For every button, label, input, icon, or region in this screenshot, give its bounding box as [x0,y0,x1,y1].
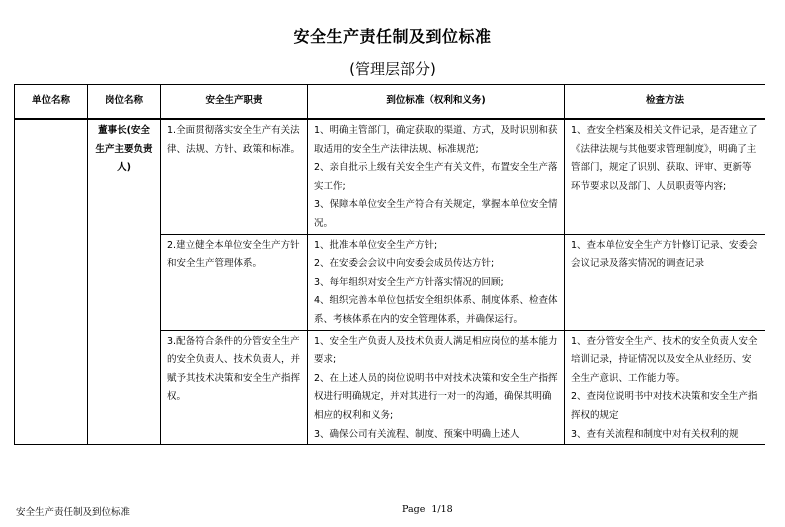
standard-item: 2、在安委会会议中向安委会成员传达方针; [314,258,495,270]
check-cell [565,234,766,330]
check-item: 3、查有关流程和制度中对有关权利的规 [571,428,739,440]
header-unit-name: 单位名称 [15,85,88,120]
standard-item: 2、在上述人员的岗位说明书中对技术决策和安全生产指挥权进行明确规定，并对其进行一对一的沟通，确保其明确相应的权利和义务; [314,372,558,421]
standard-item: 2、亲自批示上级有关安全生产有关文件，布置安全生产落实工作; [314,162,558,192]
standard-cell [308,119,565,234]
duty-cell: 1.全面贯彻落实安全生产有关法律、法规、方针、政策和标准。 [161,119,308,234]
duty-cell: 2.建立健全本单位安全生产方针和安全生产管理体系。 [161,234,308,330]
document-title: 安全生产责任制及到位标准 [293,27,492,46]
check-item: 1、查分管安全生产、技术的安全负责人安全培训记录，持证情况以及安全从业经历、安全生产意识、工作能力等。 [571,335,758,384]
duty-cell: 3.配备符合条件的分管安全生产的安全负责人、技术负责人，并赋予其技术决策和安全生产指挥权。 [161,330,308,445]
standard-cell [308,234,565,330]
document-subtitle: (管理层部分) [349,60,436,78]
header-post-name: 岗位名称 [88,85,161,120]
standard-item: 1、安全生产负责人及技术负责人满足相应岗位的基本能力要求; [314,335,558,366]
check-item: 2、查岗位说明书中对技术决策和安全生产指挥权的规定 [571,391,758,421]
footer-page-label: Page [402,504,426,515]
header-safety-duty: 安全生产职责 [161,85,308,120]
check-cell [565,119,766,234]
standard-item: 1、明确主管部门，确定获取的渠道、方式，及时识别和获取适用的安全生产法律法规、标准规范; [314,125,558,155]
check-item: 1、查本单位安全生产方针修订记录、安委会会议记录及落实情况的调查记录 [571,239,758,270]
post-name-cell: 董事长(安全生产主要负责人) [88,119,161,445]
table-row [15,119,766,234]
responsibility-table [14,84,765,445]
footer-page-number [402,504,453,515]
standard-item: 3、确保公司有关流程、制度、预案中明确上述人 [314,428,520,440]
header-check-method: 检查方法 [565,85,766,120]
check-cell [565,330,766,445]
unit-name-cell [15,119,88,445]
footer-page-value: 1/18 [431,504,453,515]
standard-item: 3、每年组织对安全生产方针落实情况的回顾; [314,276,504,288]
standard-item: 4、组织完善本单位包括安全组织体系、制度体系、检查体系、考核体系在内的安全管理体系，并确保运行。 [314,295,558,325]
standard-cell [308,330,565,445]
header-standard: 到位标准（权利和义务) [308,85,565,120]
standard-item: 3、保障本单位安全生产符合有关规定，掌握本单位安全情况。 [314,199,558,229]
standard-item: 1、批准本单位安全生产方针; [314,239,438,251]
table-header-row [15,85,766,120]
footer-document-name: 安全生产责任制及到位标准 [16,507,131,518]
check-item: 1、查安全档案及相关文件记录，是否建立了《法律法规与其他要求管理制度》，明确了主管部门，规定了识别、获取、评审、更新等环节要求以及部门、人员职责等内容; [571,125,758,192]
table-viewport [14,84,765,469]
